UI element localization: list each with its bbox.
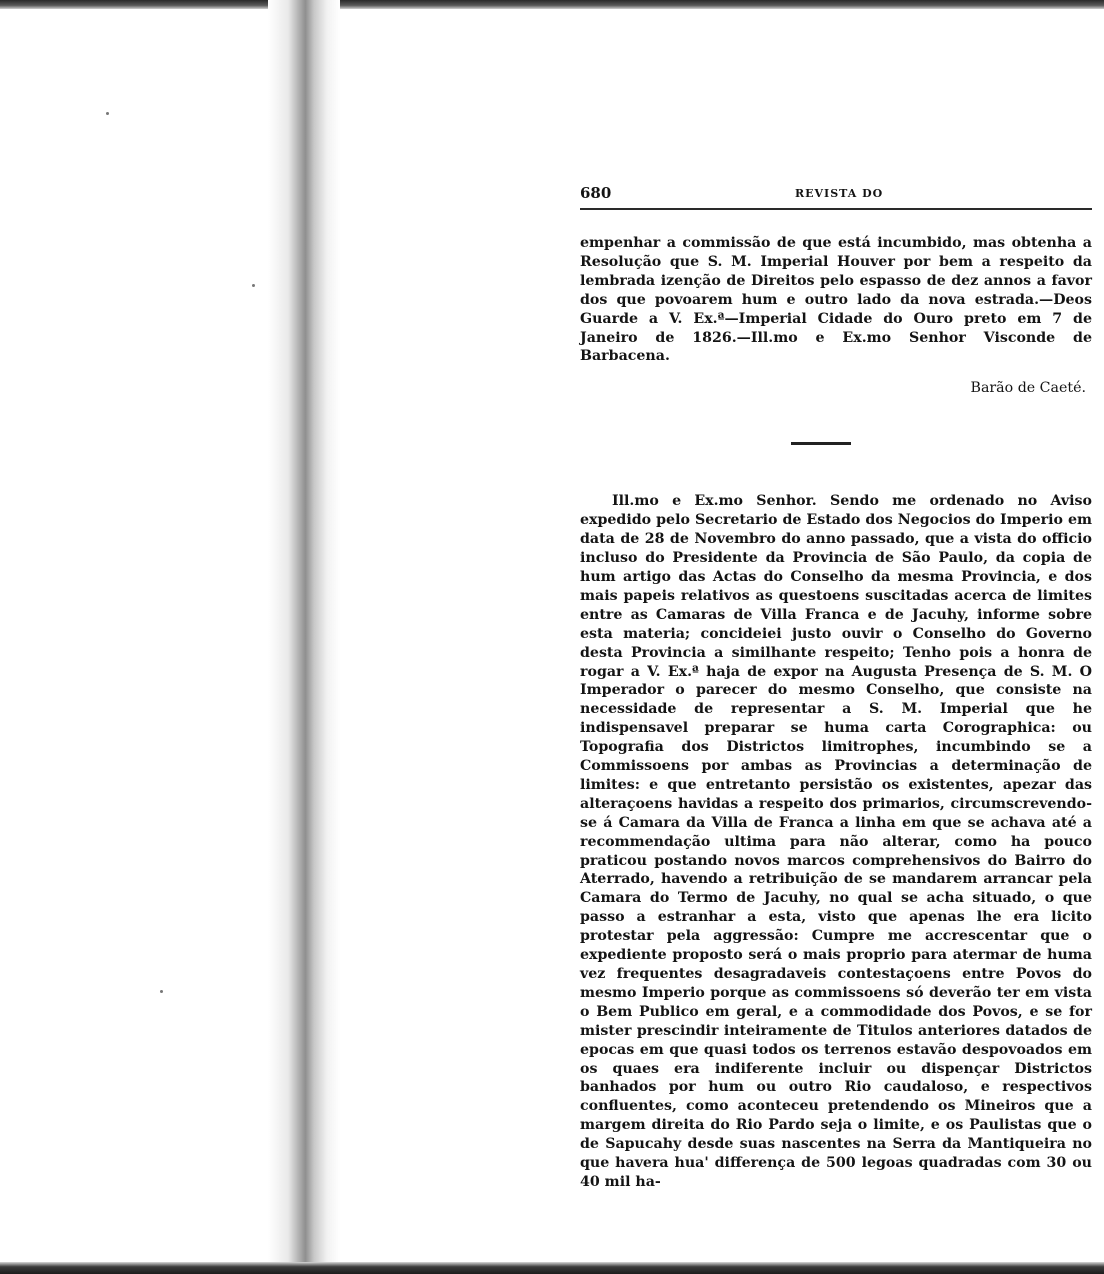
journal-title: REVISTA DO xyxy=(795,187,884,200)
scan-speck xyxy=(106,112,109,115)
book-gutter-shadow xyxy=(268,0,340,1274)
running-header xyxy=(580,178,1092,210)
book-page xyxy=(580,178,1092,1192)
section-divider xyxy=(791,442,851,445)
letter-1-signature: Barão de Caeté. xyxy=(970,380,1086,397)
scan-speck xyxy=(160,990,163,993)
page-number: 680 xyxy=(580,184,612,202)
scan-top-edge xyxy=(0,0,1104,9)
scan-speck xyxy=(252,284,255,287)
letter-2-body: Ill.mo e Ex.mo Senhor. Sendo me ordenado no Aviso expedido pelo Secretario de Estado dos Negocios do Imperio em data de 28 de Novembro do anno passado, que a vista do officio incluso do Presidente da Provincia de São Paulo, da copia de hum artigo das Actas do Conselho da mesma Provincia, e dos mais papeis relativos as questoens suscitadas acerca de limites entre as Camaras de Villa Franca e de Jacuhy, informe sobre esta materia; concideiei justo ouvir o Conselho do Governo desta Provincia a similhante respeito; Tenho pois a honra de rogar a V. Ex.ª haja de expor na Augusta Presença de S. M. O Imperador o parecer do mesmo Conselho, que consiste na necessidade de representar a S. M. Imperial que he indispensavel preparar se huma carta Corographica: ou Topografia dos Districtos limitrophes, incumbindo se a Commissoens por ambas as Provincias a determinação de limites: e que entretanto persistão os existentes, apezar das alteraçoens havidas a respeito dos primarios, circumscrevendo-se á Camara da Villa de Franca a linha em que se achava até a recommendação ultima para não alterar, como ha pouco praticou postando novos marcos comprehensivos do Bairro do Aterrado, havendo a retribuição de se mandarem arrancar pela Camara do Termo de Jacuhy, no qual se acha situado, o que passo a estranhar a esta, visto que apenas lhe era licito protestar pela aggressão: Cumpre me accrescentar que o expediente proposto será o mais proprio para atermar de huma vez frequentes desagradaveis contestaçoens entre Povos do mesmo Imperio porque as commissoens só deverão ter em vista o Bem Publico em geral, e a commodidade dos Povos, e se for mister prescindir inteiramente de Titulos anteriores datados de epocas em que quasi todos os terrenos estavão despovoados em os quaes era indiferente incluir ou dispençar Districtos banhados por hum ou outro Rio caudaloso, e respectivos confluentes, como aconteceu pretendendo os Mineiros que a margem direita do Rio Pardo seja o limite, e os Paulistas que o de Sapucahy desde suas nascentes na Serra da Mantiqueira no que havera hua' differença de 500 legoas quadradas com 30 ou 40 mil ha- xyxy=(580,493,1092,1190)
letter-1-body: empenhar a commissão de que está incumbido, mas obtenha a Resolução que S. M. Imperial Houver por bem a respeito da lembrada izenção de Direitos pelo espasso de dez annos a favor dos que povoarem hum e outro lado da nova estrada.—Deos Guarde a V. Ex.ª—Imperial Cidade do Ouro preto em 7 de Janeiro de 1826.—Ill.mo e Ex.mo Senhor Visconde de Barbacena. xyxy=(580,235,1092,365)
scan-bottom-edge xyxy=(0,1262,1104,1274)
